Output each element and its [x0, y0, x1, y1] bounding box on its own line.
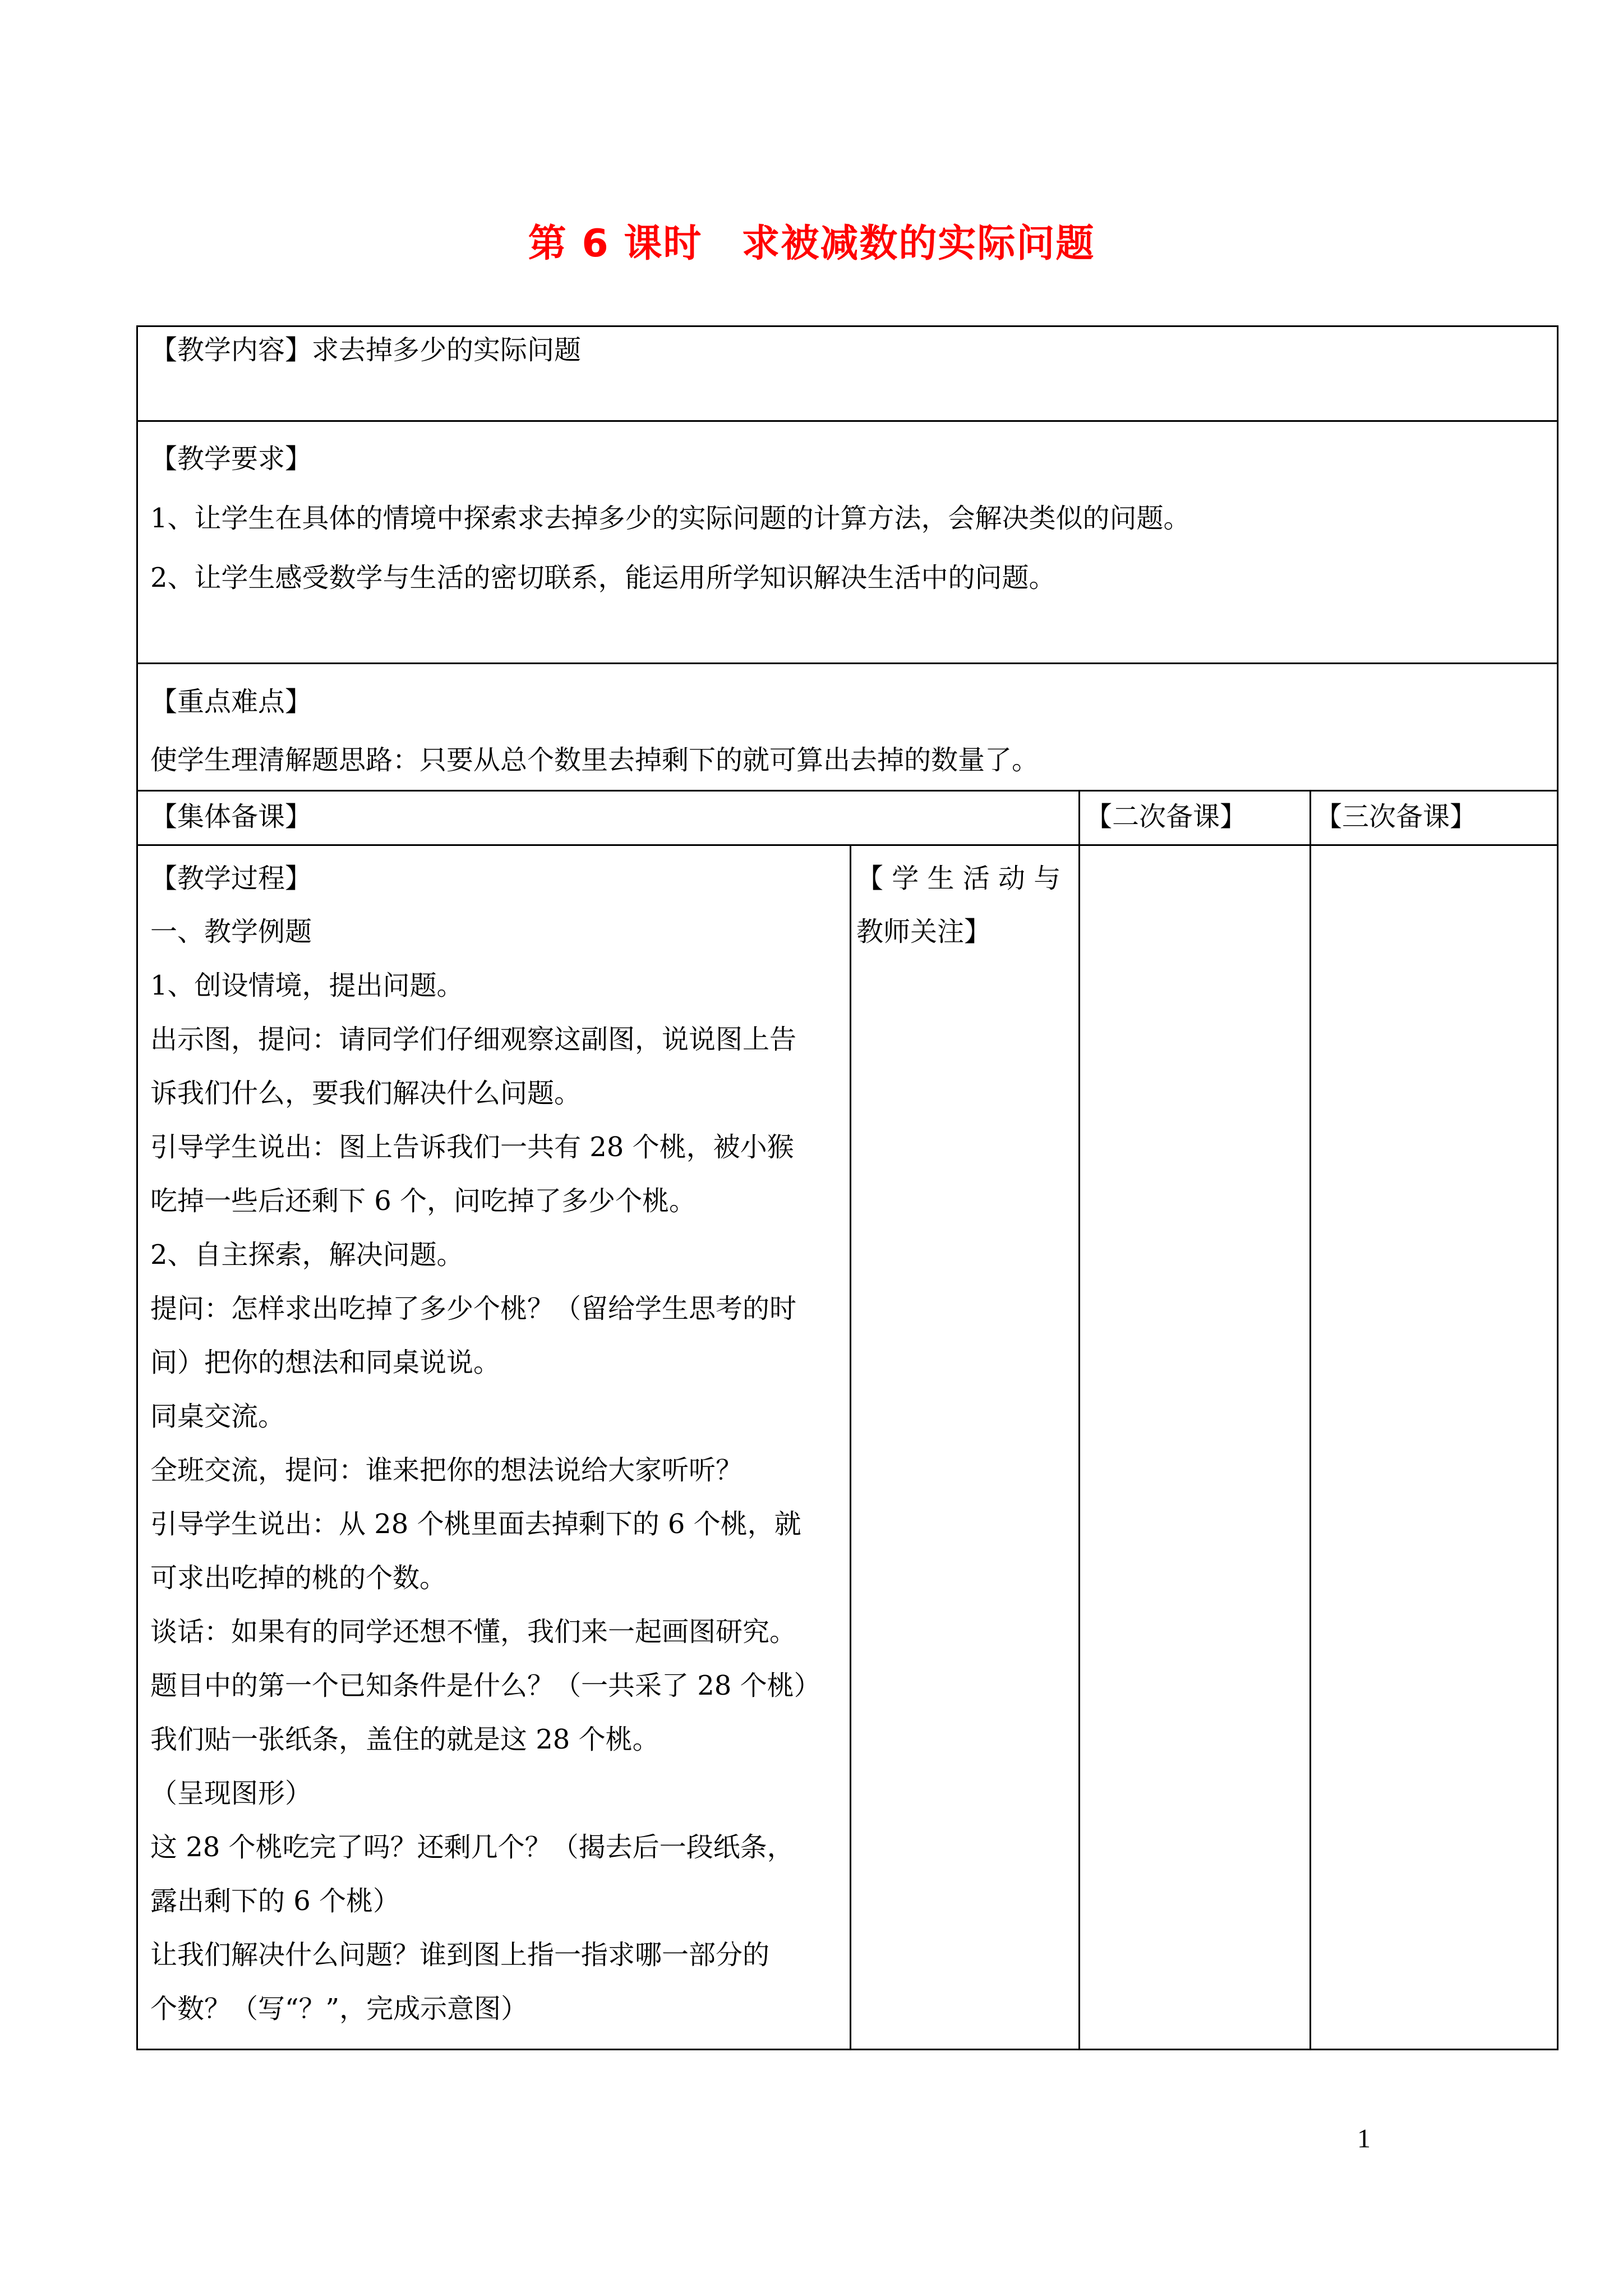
process-line: 诉我们什么，要我们解决什么问题。: [150, 1078, 582, 1109]
page-title: [0, 213, 1623, 268]
requirement-item: 1、让学生在具体的情境中探索求去掉多少的实际问题的计算方法，会解决类似的问题。: [150, 503, 1191, 534]
side-note-line: 【 学 生 活 动 与: [856, 863, 1061, 894]
process-line: 2、自主探索，解决问题。: [150, 1239, 464, 1271]
third-prep-header: 【三次备课】: [1315, 801, 1477, 832]
column-divider: [1078, 790, 1080, 2050]
process-line: 谈话：如果有的同学还想不懂，我们来一起画图研究。: [150, 1616, 797, 1648]
process-line: 同桌交流。: [150, 1401, 285, 1432]
side-note-line: 教师关注】: [856, 916, 992, 947]
process-line: 引导学生说出：图上告诉我们一共有 28 个桃，被小猴: [150, 1131, 794, 1163]
lesson-number: 第 6 课时: [528, 222, 703, 266]
process-line: 吃掉一些后还剩下 6 个，问吃掉了多少个桃。: [150, 1185, 697, 1217]
process-heading: 【教学过程】: [150, 863, 312, 894]
key-points-heading: 【重点难点】: [150, 686, 312, 717]
process-line: 出示图，提问：请同学们仔细观察这副图，说说图上告: [150, 1024, 797, 1055]
column-divider: [1310, 790, 1311, 2050]
requirements-heading: 【教学要求】: [150, 443, 312, 475]
process-line: 让我们解决什么问题？谁到图上指一指求哪一部分的: [150, 1939, 770, 1971]
process-line: 露出剩下的 6 个桃）: [150, 1885, 400, 1917]
process-line: 提问：怎样求出吃掉了多少个桃？（留给学生思考的时: [150, 1293, 797, 1324]
collective-prep-header: 【集体备课】: [150, 801, 312, 832]
process-line: 可求出吃掉的桃的个数。: [150, 1562, 447, 1594]
column-divider: [850, 844, 851, 2050]
page-number: 1: [1357, 2124, 1371, 2154]
requirement-item: 2、让学生感受数学与生活的密切联系，能运用所学知识解决生活中的问题。: [150, 562, 1056, 593]
process-line: 这 28 个桃吃完了吗？还剩几个？（揭去后一段纸条，: [150, 1832, 794, 1863]
process-line: 引导学生说出：从 28 个桃里面去掉剩下的 6 个桃，就: [150, 1508, 801, 1540]
key-points-text: 使学生理清解题思路：只要从总个数里去掉剩下的就可算出去掉的数量了。: [150, 744, 1039, 776]
lesson-topic: 求被减数的实际问题: [741, 222, 1095, 266]
process-line: 1、创设情境，提出问题。: [150, 970, 464, 1001]
process-line: （呈现图形）: [150, 1778, 312, 1809]
process-line: 个数？（写“？”，完成示意图）: [150, 1993, 528, 2024]
row-divider: [136, 844, 1559, 846]
process-line: 全班交流，提问：谁来把你的想法说给大家听听？: [150, 1455, 743, 1486]
teaching-content: 【教学内容】求去掉多少的实际问题: [150, 334, 582, 366]
process-line: 间）把你的想法和同桌说说。: [150, 1347, 501, 1378]
second-prep-header: 【二次备课】: [1085, 801, 1247, 832]
process-line: 我们贴一张纸条，盖住的就是这 28 个桃。: [150, 1724, 660, 1755]
row-divider: [136, 662, 1559, 664]
process-line: 一、教学例题: [150, 916, 312, 947]
process-line: 题目中的第一个已知条件是什么？（一共采了 28 个桃）: [150, 1670, 821, 1701]
row-divider: [136, 420, 1559, 422]
